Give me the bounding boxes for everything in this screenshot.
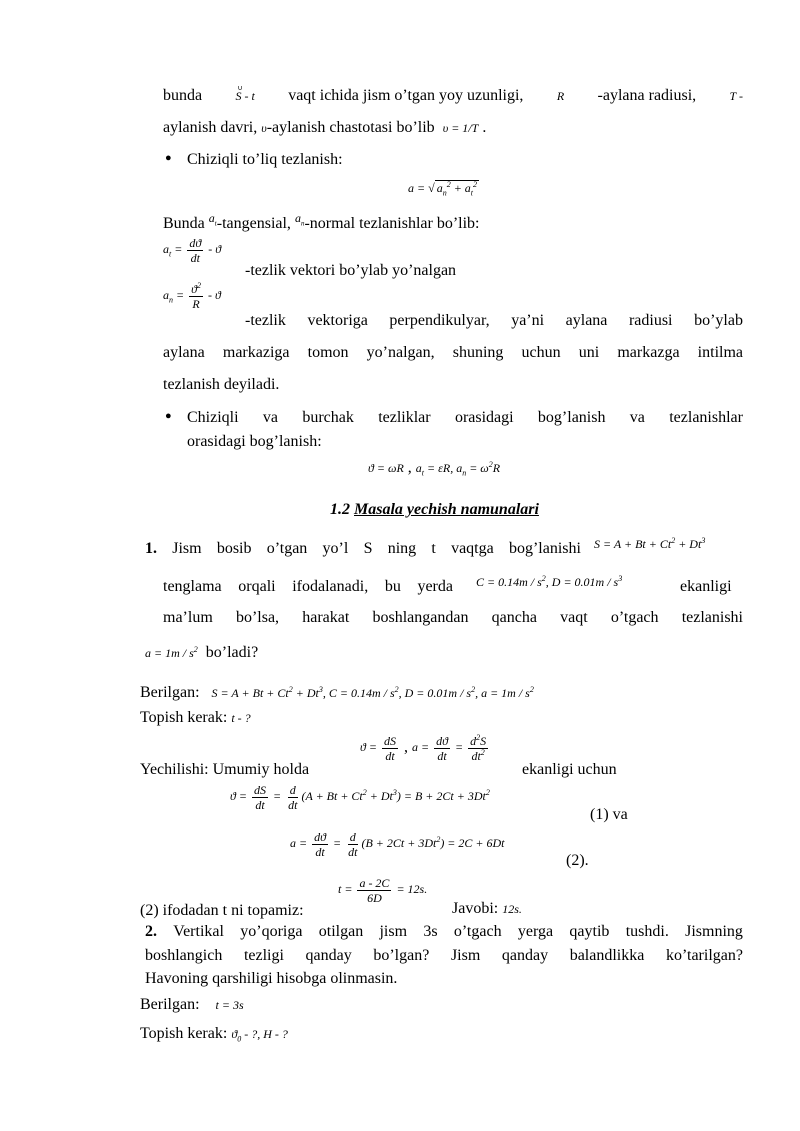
- text-word: bog’lanishi: [508, 540, 581, 557]
- text-word: bo’ylab: [694, 312, 743, 329]
- text-word: jism: [379, 923, 408, 940]
- text-word: vaqtga: [451, 540, 494, 557]
- text-word: yerga: [517, 923, 554, 940]
- text-word: tushdi.: [625, 923, 669, 940]
- solution-line: Yechilishi: Umumiy holda: [140, 761, 310, 778]
- given-label: Berilgan:: [140, 684, 200, 701]
- text-word: tezlanishlar: [669, 409, 743, 426]
- text-word: va: [262, 409, 278, 426]
- problem-line: [145, 643, 258, 663]
- text-word: aylana: [565, 312, 608, 329]
- text-word: qanday: [305, 947, 352, 964]
- given-label: Berilgan:: [140, 996, 200, 1013]
- text-fragment: .: [482, 119, 487, 136]
- text-fragment: -tangensial,: [216, 215, 291, 232]
- paragraph-line: [163, 211, 480, 234]
- text-word: yo’nalgan,: [366, 344, 435, 361]
- text-word: burchak: [302, 409, 354, 426]
- text-word: intilma: [697, 344, 743, 361]
- formula-nu: υ: [261, 121, 267, 135]
- text-fragment: ekanligi uchun: [522, 761, 617, 778]
- text-fragment: bo’ladi?: [205, 644, 259, 661]
- text-word: Jism: [450, 947, 481, 964]
- text-word: yo’l: [322, 540, 349, 557]
- text-word: bosib: [216, 540, 252, 557]
- formula-s: S ∪ - t: [235, 84, 255, 103]
- given-line: [140, 995, 244, 1015]
- text-fragment: aylanish davri,: [163, 119, 258, 136]
- text-word: o’tgach: [453, 923, 502, 940]
- text-word: vaqt: [560, 609, 588, 626]
- text-word: radiusi: [628, 312, 673, 329]
- formula-at: at: [208, 211, 217, 228]
- problem-number: 1.: [145, 540, 157, 557]
- formula-nu-def: υ = 1/T: [442, 121, 479, 135]
- text-word: uni: [578, 344, 600, 361]
- problem-line: [145, 922, 743, 942]
- problem-line: [145, 539, 581, 559]
- answer-label: Javobi:: [452, 900, 499, 917]
- section-title: Masala yechish namunalari: [354, 501, 539, 518]
- formula-target-accel: $a = 1m / s^2$: [145, 645, 198, 660]
- text-word: Vertikal: [173, 923, 224, 940]
- problem-line: [163, 608, 743, 628]
- solution-line: (2) ifodadan t ni topamiz:: [140, 902, 304, 919]
- answer-value: 12s.: [502, 902, 522, 916]
- text-word: orqali: [238, 578, 276, 595]
- text-word: boshlangandan: [372, 609, 469, 626]
- text-fragment: -aylana radiusi,: [597, 87, 697, 104]
- formula-given: t = 3s: [215, 998, 244, 1012]
- text-word: S: [363, 540, 373, 557]
- formula-an: an: [294, 211, 305, 228]
- text-fragment: -normal tezlanishlar bo’lib:: [304, 215, 480, 232]
- text-word: otilgan: [318, 923, 364, 940]
- text-word: yerda: [417, 578, 453, 595]
- text-word: markazga: [617, 344, 680, 361]
- formula-r: R: [556, 89, 565, 103]
- text-word: bu: [384, 578, 401, 595]
- text-word: Jismning: [685, 923, 743, 940]
- formula-find: $ϑ_0$ - ?, H - ?: [231, 1027, 288, 1044]
- text-word: tenglama: [163, 578, 222, 595]
- paragraph-line: [163, 86, 743, 106]
- text-word: tezligi: [243, 947, 284, 964]
- text-word: bo’lsa,: [235, 609, 280, 626]
- text-word: qanday: [501, 947, 549, 964]
- text-word: shuning: [452, 344, 504, 361]
- text-word: qaytib: [569, 923, 610, 940]
- text-word: 3s: [423, 923, 438, 940]
- given-line: [140, 683, 534, 703]
- paragraph-line: [245, 311, 743, 331]
- text-word: orasidagi: [454, 409, 514, 426]
- text-word: perpendikulyar,: [389, 312, 490, 329]
- problem-line: [163, 577, 453, 597]
- problem-line: Havoning qarshiligi hisobga olinmasin.: [145, 970, 398, 987]
- text-word: uchun: [521, 344, 561, 361]
- problem-line: [145, 946, 743, 966]
- text-word: tomon: [307, 344, 349, 361]
- problem-number: 2.: [145, 923, 157, 940]
- text-word: Jism: [172, 540, 202, 557]
- formula-tangential: $a_t$ = $\frac{dϑ}{dt}$ - ϑ: [163, 236, 222, 265]
- text-word: balandlikka: [569, 947, 645, 964]
- bullet-icon: ●: [165, 152, 172, 164]
- text-fragment: -aylanish chastotasi bo’lib: [266, 119, 435, 136]
- text-word: aylana: [163, 344, 205, 361]
- formula-find: t - ?: [231, 711, 251, 725]
- formula-normal: $a_n$ = $\frac{ϑ^2}{R}$ - ϑ: [163, 281, 221, 311]
- bullet-text: [187, 408, 743, 428]
- text-word: Bunda: [163, 215, 205, 232]
- find-label: Topish kerak:: [140, 709, 228, 726]
- text-word: ekanligi: [680, 578, 732, 595]
- text-word: ning: [387, 540, 417, 557]
- bullet-text: orasidagi bog’lanish:: [187, 433, 322, 450]
- formula-acceleration: a = $\frac{dϑ}{dt}$ = $\frac{d}{dt}$ $(B + 2Ct + 3Dt^2) = 2C + 6Dt$: [290, 830, 505, 859]
- text-word: ko’tarilgan?: [665, 947, 743, 964]
- section-number: 1.2: [330, 501, 350, 518]
- paragraph-line: tezlanish deyiladi.: [163, 376, 280, 393]
- text-word: markaziga: [222, 344, 290, 361]
- text-word: t: [431, 540, 436, 557]
- formula-motion: $S = A + Bt + Ct^2 + Dt^3$: [594, 536, 706, 551]
- formula-general: ϑ = $\frac{dS}{dt}$ , a = $\frac{dϑ}{dt}$ = $\frac{d^2S}{dt^2}$: [360, 733, 487, 763]
- text-word: o’tgach: [610, 609, 659, 626]
- text-word: qancha: [491, 609, 537, 626]
- text-word: vektoriga: [307, 312, 368, 329]
- formula-velocity: ϑ = $\frac{dS}{dt}$ = $\frac{d}{dt}$ $(A + Bt + Ct^2 + Dt^3) = B + 2Ct + 3Dt^2$: [230, 783, 490, 812]
- bullet-text: Chiziqli to’liq tezlanish:: [187, 151, 343, 168]
- find-label: Topish kerak:: [140, 1025, 228, 1042]
- text-word: bo’lgan?: [373, 947, 430, 964]
- paragraph-line: [163, 343, 743, 363]
- formula-relations: ϑ = ωR , $a_t = \varepsilon R$, $a_n = \omega^2R$: [368, 459, 501, 478]
- paragraph-line: [163, 118, 486, 138]
- text-word: bog’lanish: [537, 409, 606, 426]
- text-word: bunda: [163, 87, 203, 104]
- text-word: -tezlik: [245, 312, 286, 329]
- text-word: tezlanishi: [681, 609, 743, 626]
- text-word: yo’qoriga: [240, 923, 303, 940]
- equation-tag: (1) va: [590, 806, 628, 823]
- text-fragment: -tezlik vektori bo’ylab yo’nalgan: [245, 262, 457, 279]
- answer-line: [452, 899, 522, 919]
- text-word: Chiziqli: [187, 409, 239, 426]
- text-word: ma’lum: [163, 609, 213, 626]
- formula-time: t = $\frac{a - 2C}{6D}$ = 12s.: [338, 876, 428, 905]
- text-word: va: [629, 409, 645, 426]
- find-line: [140, 708, 251, 728]
- formula-constants: $C = 0.14m / s^2$, $D = 0.01m / s^3$: [476, 574, 623, 589]
- text-word: o’tgan: [266, 540, 308, 557]
- equation-tag: (2).: [566, 852, 589, 869]
- bullet-icon: ●: [165, 410, 172, 422]
- text-word: tezliklar: [378, 409, 431, 426]
- formula-given: $S = A + Bt + Ct^2 + Dt^3$, $C = 0.14m / s^2$, $D = 0.01m / s^2$, $a = 1m / s^2$: [211, 685, 534, 700]
- formula-t: T -: [729, 89, 743, 103]
- text-word: ya’ni: [511, 312, 545, 329]
- text-fragment: vaqt ichida jism o’tgan yoy uzunligi,: [288, 87, 524, 104]
- text-word: ifodalanadi,: [292, 578, 369, 595]
- section-heading: [330, 500, 539, 520]
- formula-full-acceleration: a = √ $a_n^2 + a_t^2$: [408, 180, 478, 198]
- text-word: boshlangich: [145, 947, 223, 964]
- find-line: [140, 1024, 288, 1044]
- text-word: harakat: [302, 609, 350, 626]
